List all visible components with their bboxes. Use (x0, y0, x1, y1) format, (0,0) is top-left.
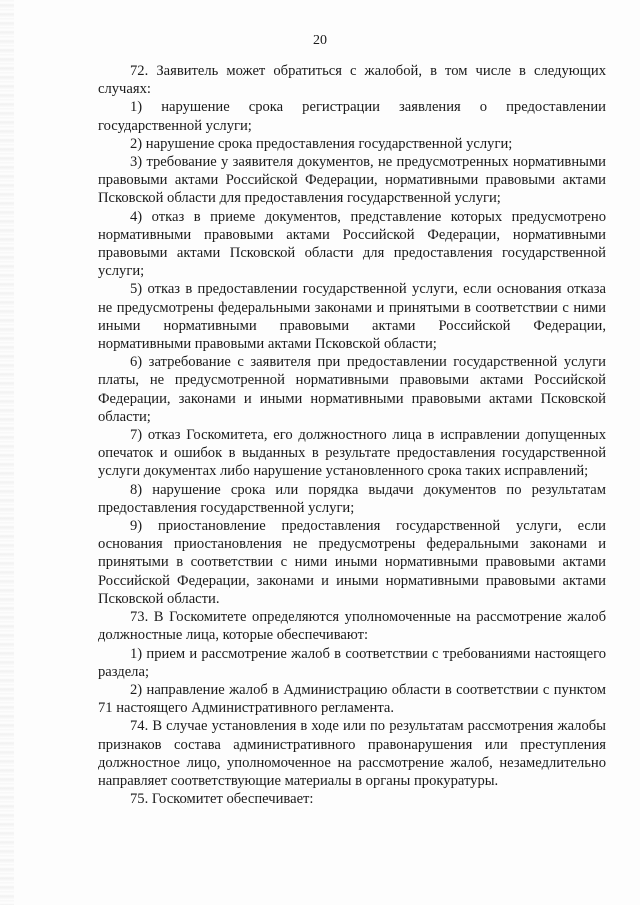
list-item-72-2: 2) нарушение срока предоставления государственной услуги; (130, 135, 513, 152)
list-item-72-6: 6) затребование с заявителя при предоставлении государственной услуги платы, не предусмотренной нормативными правовыми актами Российской Федерации, законами и иными нормативными правовыми актами Псковской области; (98, 354, 606, 425)
page-number: 20 (313, 33, 327, 48)
list-item-72-9: 9) приостановление предоставления государственной услуги, если основания приостановления не предусмотрены федеральными законами и принятыми в соответствии с ними иными нормативными правовыми актами Российской Федерации, законами и иными нормативными правовыми актами Псковской области. (98, 518, 606, 607)
list-item-72-4: 4) отказ в приеме документов, представление которых предусмотрено нормативными правовыми актами Российской Федерации, нормативными правовыми актами Псковской области для предоставления государственной услуги; (98, 208, 606, 280)
list-item-72-5: 5) отказ в предоставлении государственной услуги, если основания отказа не предусмотрены федеральными законами и принятыми в соответствии с ними иными нормативными правовыми актами Российской Федерации, нормативными правовыми актами Псковской области; (98, 281, 606, 353)
paragraph-75: 75. Госкомитет обеспечивает: (130, 791, 314, 808)
list-item-72-7: 7) отказ Госкомитета, его должностного лица в исправлении допущенных опечаток и ошибок в выданных в результате предоставления государственной услуги документах либо нарушение установленного срока таких исправлений; (98, 427, 606, 480)
document-body (98, 62, 606, 808)
paragraph-73: 73. В Госкомитете определяются уполномоченные на рассмотрение жалоб должностные лица, которые обеспечивают: (98, 609, 606, 644)
list-item-73-2: 2) направление жалоб в Администрацию области в соответствии с пунктом 71 настоящего Административного регламента. (98, 681, 606, 717)
list-item-72-3: 3) требование у заявителя документов, не предусмотренных нормативными правовыми актами Российской Федерации, нормативными правовыми актами Псковской области для предоставления государственной услуги; (98, 154, 606, 207)
paragraph-74: 74. В случае установления в ходе или по результатам рассмотрения жалобы признаков состава административного правонарушения или преступления должностное лицо, уполномоченное на рассмотрение жалоб, незамедлительно направляет соответствующие материалы в органы прокуратуры. (98, 718, 606, 789)
list-item-73-1: 1) прием и рассмотрение жалоб в соответствии с требованиями настоящего раздела; (98, 645, 606, 680)
scan-edge-shadow (0, 0, 14, 905)
paragraph-72: 72. Заявитель может обратиться с жалобой, в том числе в следующих случаях: (98, 63, 606, 98)
list-item-72-1: 1) нарушение срока регистрации заявления о предоставлении государственной услуги; (98, 99, 606, 134)
list-item-72-8: 8) нарушение срока или порядка выдачи документов по результатам предоставления государственной услуги; (98, 481, 606, 516)
